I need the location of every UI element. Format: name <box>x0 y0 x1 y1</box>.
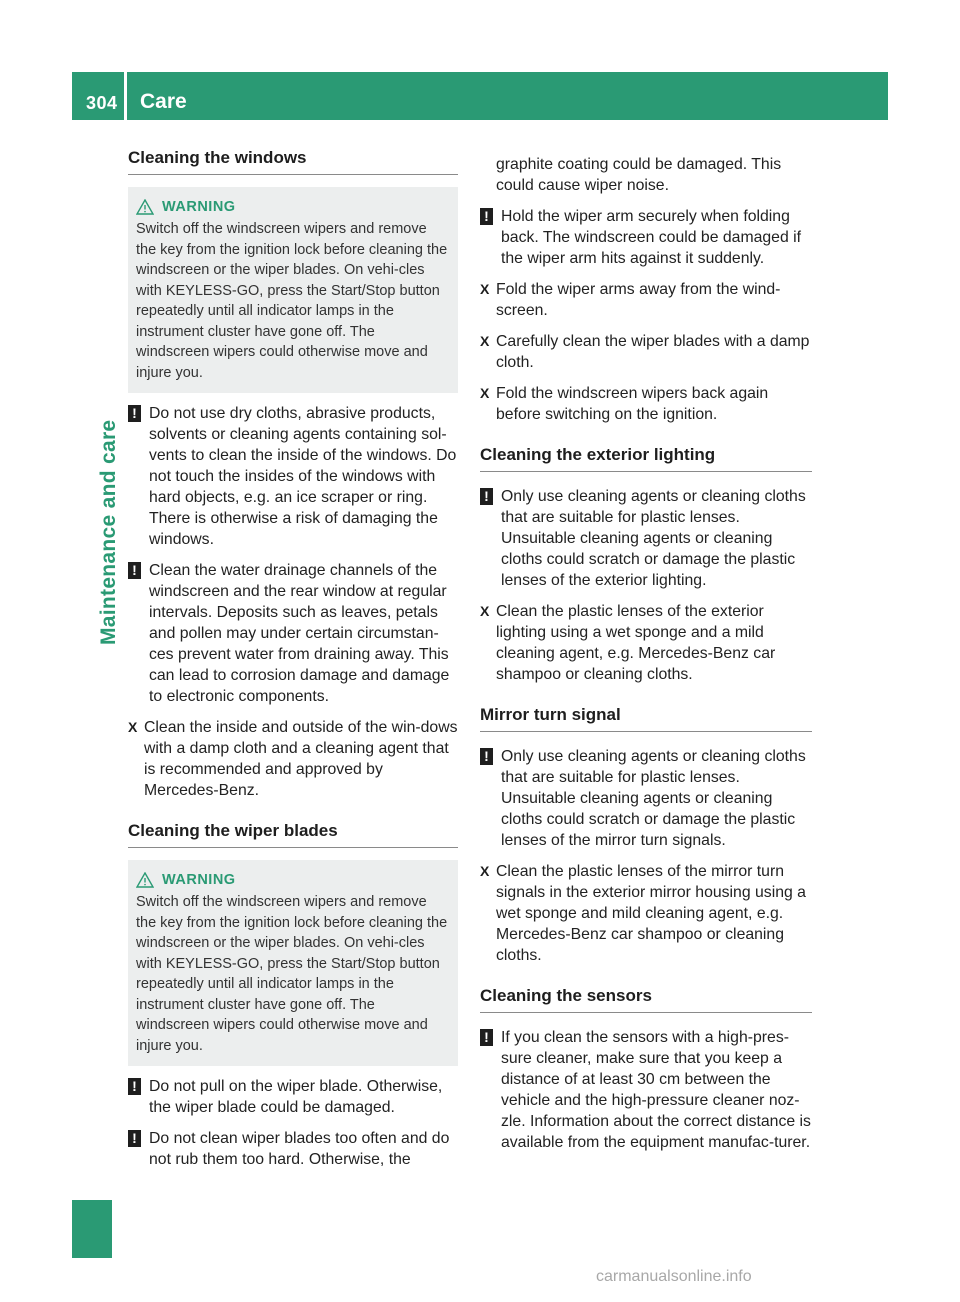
section-title: Care <box>140 90 187 113</box>
note-text: Only use cleaning agents or cleaning cloths that are suitable for plastic lenses. Unsuitable cleaning agents or cleaning cloths could scratch or damage the plastic lenses of the mirror turn signals. <box>501 748 806 849</box>
exclamation-icon: ! <box>128 1078 141 1095</box>
exclamation-icon: ! <box>480 748 493 765</box>
exclamation-icon: ! <box>128 405 141 422</box>
heading-cleaning-exterior-lighting: Cleaning the exterior lighting <box>480 445 812 472</box>
arrow-step-icon: X <box>128 719 138 735</box>
arrow-step-icon: X <box>480 333 490 349</box>
step-item <box>480 279 812 321</box>
note-item <box>128 1076 458 1118</box>
heading-cleaning-wiper-blades: Cleaning the wiper blades <box>128 821 458 848</box>
note-text: Only use cleaning agents or cleaning cloths that are suitable for plastic lenses. Unsuitable cleaning agents or cleaning cloths could scratch or damage the plastic lenses of the exterior lighting. <box>501 488 806 589</box>
step-text: Fold the wiper arms away from the wind-screen. <box>496 281 781 319</box>
arrow-step-icon: X <box>480 863 490 879</box>
warning-text: Switch off the windscreen wipers and remove the key from the ignition lock before cleaning the windscreen or the wiper blades. On vehi-cles with KEYLESS-GO, press the Start/Stop button repeatedly until all indicator lamps in the instrument cluster have gone off. The windscreen wipers could otherwise move and injure you. <box>136 894 448 1054</box>
step-item <box>480 861 812 966</box>
indent-spacer <box>480 154 496 196</box>
step-item <box>480 331 812 373</box>
note-text: Do not use dry cloths, abrasive products, solvents or cleaning agents containing sol-vents to clean the inside of the windows. Do not touch the insides of the windows with hard objects, e.g. an ice scraper or ring. There is otherwise a risk of damaging the windows. <box>149 405 457 548</box>
note-item <box>128 560 458 707</box>
heading-cleaning-sensors: Cleaning the sensors <box>480 986 812 1013</box>
note-text: Clean the water drainage channels of the windscreen and the rear window at regular intervals. Deposits such as leaves, petals and pollen may under certain circumstan-ces prevent water from draining away. This can lead to corrosion damage and damage to electronic components. <box>149 562 450 705</box>
heading-mirror-turn-signal: Mirror turn signal <box>480 705 812 732</box>
continued-text <box>480 154 812 196</box>
note-text: Hold the wiper arm securely when folding back. The windscreen could be damaged if the wiper arm hits against it suddenly. <box>501 208 802 267</box>
warning-label: WARNING <box>162 199 236 215</box>
warning-text: Switch off the windscreen wipers and remove the key from the ignition lock before cleaning the windscreen or the wiper blades. On vehi-cles with KEYLESS-GO, press the Start/Stop button repeatedly until all indicator lamps in the instrument cluster have gone off. The windscreen wipers could otherwise move and injure you. <box>136 221 448 381</box>
warning-box <box>128 187 458 393</box>
step-text: Fold the windscreen wipers back again before switching on the ignition. <box>496 385 769 423</box>
step-text: Clean the plastic lenses of the mirror turn signals in the exterior mirror housing using a wet sponge and mild cleaning agent, e.g. Mercedes-Benz car shampoo or cleaning cloths. <box>496 863 806 964</box>
warning-header <box>136 872 450 888</box>
step-item <box>128 717 458 801</box>
note-text: Do not clean wiper blades too often and do not rub them too hard. Otherwise, the <box>149 1130 450 1168</box>
warning-header <box>136 199 450 215</box>
note-item <box>480 746 812 851</box>
step-text: Carefully clean the wiper blades with a damp cloth. <box>496 333 810 371</box>
warning-triangle-icon <box>136 199 154 215</box>
exclamation-icon: ! <box>480 208 493 225</box>
note-text: If you clean the sensors with a high-pres-sure cleaner, make sure that you keep a distance of at least 30 cm between the vehicle and the high-pressure cleaner noz-zle. Information about the correct distance is available from the equipment manufac-turer. <box>501 1029 811 1151</box>
exclamation-icon: ! <box>480 488 493 505</box>
watermark: carmanualsonline.info <box>596 1268 752 1285</box>
note-item <box>128 1128 458 1170</box>
heading-cleaning-windows: Cleaning the windows <box>128 148 458 175</box>
continued-note-text: graphite coating could be damaged. This could cause wiper noise. <box>496 156 782 194</box>
side-tab-bar <box>72 1200 112 1258</box>
side-label-text: Maintenance and care <box>97 419 120 645</box>
right-column <box>480 154 812 1153</box>
note-item <box>480 486 812 591</box>
exclamation-icon: ! <box>128 562 141 579</box>
note-item <box>480 206 812 269</box>
warning-triangle-icon <box>136 872 154 888</box>
exclamation-icon: ! <box>128 1130 141 1147</box>
header-bar <box>72 72 888 120</box>
note-item <box>128 403 458 550</box>
arrow-step-icon: X <box>480 603 490 619</box>
warning-box <box>128 860 458 1066</box>
step-text: Clean the plastic lenses of the exterior lighting using a wet sponge and a mild cleaning agent, e.g. Mercedes-Benz car shampoo or cleaning cloths. <box>496 603 776 683</box>
arrow-step-icon: X <box>480 281 490 297</box>
step-item <box>480 383 812 425</box>
note-item <box>480 1027 812 1153</box>
header-divider <box>124 72 127 120</box>
step-item <box>480 601 812 685</box>
arrow-step-icon: X <box>480 385 490 401</box>
left-column <box>128 148 458 1170</box>
step-text: Clean the inside and outside of the win-dows with a damp cloth and a cleaning agent that is recommended and approved by Mercedes-Benz. <box>144 719 458 799</box>
note-text: Do not pull on the wiper blade. Otherwise, the wiper blade could be damaged. <box>149 1078 443 1116</box>
exclamation-icon: ! <box>480 1029 493 1046</box>
warning-label: WARNING <box>162 872 236 888</box>
page-number: 304 <box>86 93 118 113</box>
